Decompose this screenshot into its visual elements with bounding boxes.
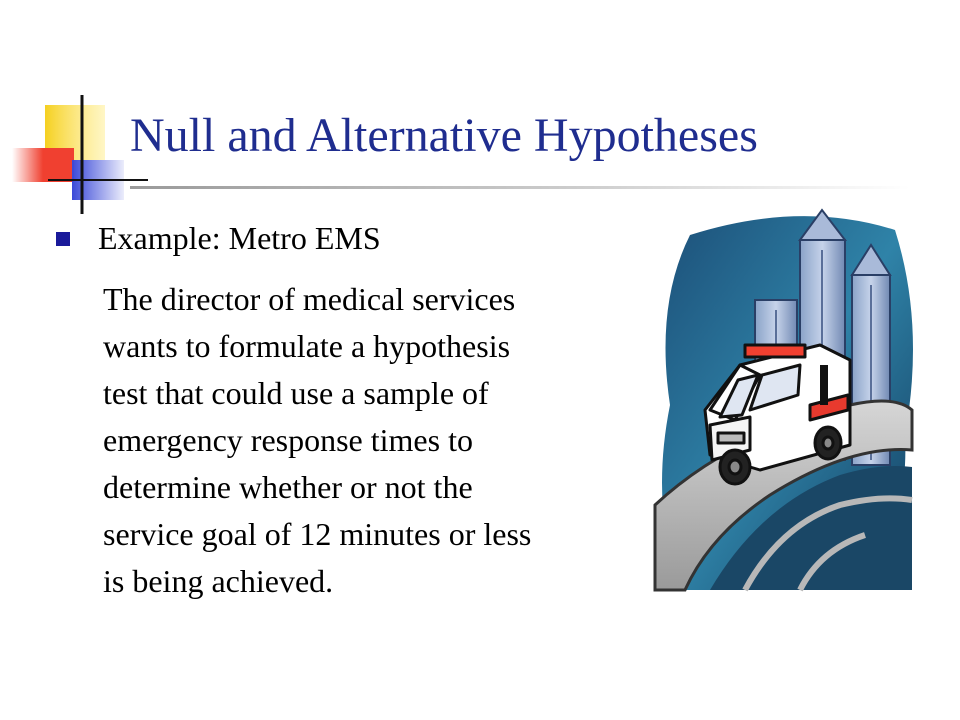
body-line: wants to formulate a hypothesis [103, 328, 511, 364]
body-line: The director of medical services [103, 281, 516, 317]
body-line: emergency response times to [103, 422, 473, 458]
slide-title: Null and Alternative Hypotheses [130, 109, 758, 162]
body-line: test that could use a sample of [103, 375, 489, 411]
body-line: determine whether or not the [103, 469, 473, 505]
bullet-example: Example: Metro EMS [98, 220, 381, 256]
bullet-square-icon [56, 232, 70, 246]
ambulance-city-clipart [650, 205, 915, 595]
body-line: service goal of 12 minutes or less [103, 516, 532, 552]
title-underline [130, 186, 910, 189]
body-line: is being achieved. [103, 563, 334, 599]
body-text [103, 276, 531, 605]
